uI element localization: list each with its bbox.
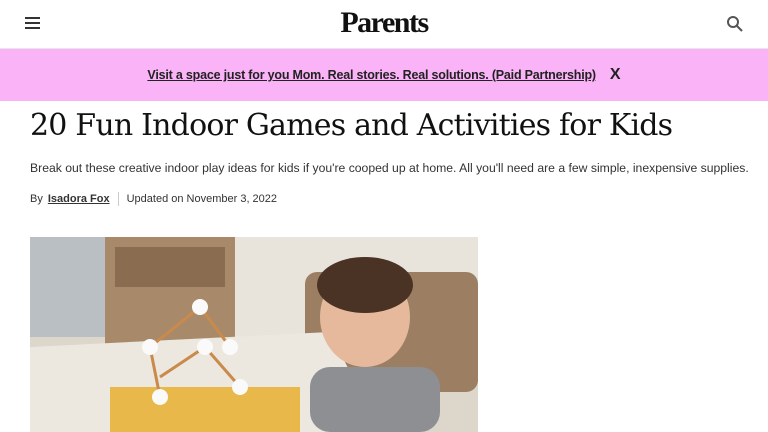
partnership-banner: [0, 49, 768, 101]
author-link[interactable]: Isadora Fox: [47, 193, 110, 205]
site-header: [0, 0, 768, 49]
by-label: By: [30, 193, 43, 205]
photo-illustration: [30, 237, 478, 432]
byline: [30, 192, 277, 206]
close-icon[interactable]: X: [609, 66, 621, 83]
article-title: 20 Fun Indoor Games and Activities for Kids: [30, 108, 673, 143]
search-icon[interactable]: [726, 15, 744, 33]
updated-date: Updated on November 3, 2022: [126, 193, 278, 205]
partnership-link[interactable]: Visit a space just for you Mom. Real stories. Real solutions. (Paid Partnership): [147, 68, 596, 82]
divider: [118, 192, 119, 206]
site-logo[interactable]: Parents: [340, 6, 428, 39]
article-hero-image: [30, 237, 478, 432]
article-subtitle: Break out these creative indoor play ideas for kids if you're cooped up at home. All you'll need are a few simple, inexpensive supplies.: [30, 161, 749, 175]
